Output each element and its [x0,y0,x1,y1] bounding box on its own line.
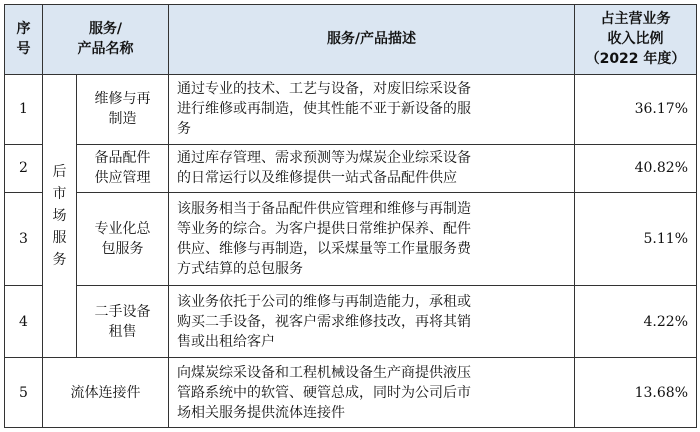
header-service [43,5,169,75]
header-ratio-line2: 收入比例 [607,31,664,48]
desc-line: 通过库存管理、需求预测等为煤炭企业综采设备 [177,150,471,167]
business-table [4,4,697,428]
service-name-line: 租售 [108,323,137,340]
header-no-line1: 序 [16,21,31,38]
group-char: 服 [52,229,67,246]
service-desc [169,286,575,358]
service-desc [169,193,575,286]
service-name: 流体连接件 [43,358,169,428]
service-name-line: 制造 [108,111,137,128]
desc-line: 购买二手设备，视客户需求维修技改，再将其销 [177,313,471,330]
row-no: 3 [5,193,43,286]
revenue-ratio: 40.82% [575,144,697,193]
service-name [77,74,169,144]
row-no: 4 [5,286,43,358]
desc-line: 场相关服务提供流体连接件 [177,404,345,421]
desc-line: 向煤炭综采设备和工程机械设备生产商提供液压 [177,364,471,381]
desc-line: 务 [177,121,191,138]
desc-line: 进行维修或再制造，使其性能不亚于新设备的服 [177,101,471,118]
header-row [5,5,697,75]
service-name-line: 供应管理 [94,170,151,187]
table-row [5,144,697,193]
service-name [77,286,169,358]
table-row [5,74,697,144]
table-row [5,286,697,358]
row-no: 5 [5,358,43,428]
group-char: 后 [52,163,67,180]
service-name-line: 包服务 [101,241,144,258]
revenue-ratio: 4.22% [575,286,697,358]
group-char: 市 [52,185,67,202]
header-desc: 服务/产品描述 [169,5,575,75]
header-service-line2: 产品名称 [77,41,134,58]
desc-line: 方式结算的总包服务 [177,261,303,278]
desc-line: 售或出租给客户 [177,333,275,350]
header-no [5,5,43,75]
group-char: 场 [52,207,67,224]
service-name [77,144,169,193]
service-name-line: 备品配件 [94,150,151,167]
table-row [5,358,697,428]
header-no-line2: 号 [16,41,31,58]
service-desc [169,144,575,193]
group-char: 务 [52,251,67,268]
service-desc [169,74,575,144]
header-ratio-line1: 占主营业务 [600,11,671,28]
service-desc [169,358,575,428]
desc-line: 等业务的综合。为客户提供日常维护保养、配件 [177,221,471,238]
revenue-ratio: 5.11% [575,193,697,286]
service-name-line: 专业化总 [94,221,151,238]
desc-line: 该业务依托于公司的维修与再制造能力，承租或 [177,293,471,310]
desc-line: 供应、维修与再制造，以采煤量等工作量服务费 [177,241,471,258]
revenue-ratio: 13.68% [575,358,697,428]
service-name-line: 维修与再 [94,91,151,108]
group-label-aftermarket [43,74,77,357]
row-no: 2 [5,144,43,193]
header-ratio [575,5,697,75]
service-name [77,193,169,286]
header-ratio-line3: （2022 年度） [585,51,686,68]
header-service-line1: 服务/ [88,21,123,38]
table-row [5,193,697,286]
desc-line: 该服务相当于备品配件供应管理和维修与再制造 [177,201,471,218]
desc-line: 的日常运行以及维修提供一站式备品配件供应 [177,170,457,187]
desc-line: 管路系统中的软管、硬管总成，同时为公司后市 [177,384,471,401]
service-name-line: 二手设备 [94,303,151,320]
desc-line: 通过专业的技术、工艺与设备，对废旧综采设备 [177,81,471,98]
row-no: 1 [5,74,43,144]
revenue-ratio: 36.17% [575,74,697,144]
